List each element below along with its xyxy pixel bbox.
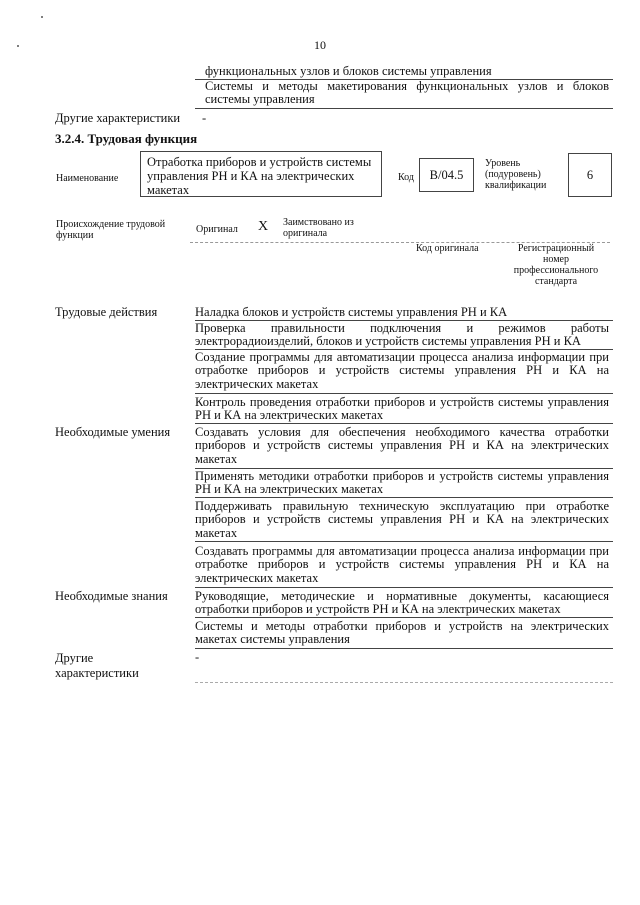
list-item: Создавать условия для обеспечения необходимого качества отработки приборов и устройств системы управления РН и КА на электрических макетах bbox=[195, 425, 609, 466]
continuation-line-2: Системы и методы макетирования функциональных узлов и блоков системы управления bbox=[205, 79, 609, 107]
row-divider bbox=[195, 587, 613, 588]
row-divider bbox=[195, 108, 613, 109]
scan-speck bbox=[41, 16, 43, 18]
required-knowledge-label: Необходимые знания bbox=[55, 589, 168, 603]
continuation-line-1: функциональных узлов и блоков системы управления bbox=[205, 64, 492, 78]
list-item: Поддерживать правильную техническую эксплуатацию при отработке приборов и устройств системы управления РН и КА на электрических макетах bbox=[195, 499, 609, 540]
name-label: Наименование bbox=[56, 173, 119, 184]
list-item: Контроль проведения отработки приборов и устройств системы управления РН и КА на электрических макетах bbox=[195, 395, 609, 423]
required-skills-label: Необходимые умения bbox=[55, 425, 171, 439]
row-divider bbox=[195, 541, 613, 542]
code-original-label: Код оригинала bbox=[416, 243, 479, 254]
list-item: Руководящие, методические и нормативные документы, касающиеся отработки приборов и устройств РН и КА на электрических макетах bbox=[195, 589, 609, 617]
row-divider bbox=[195, 423, 613, 424]
level-value: 6 bbox=[586, 168, 594, 182]
original-mark: X bbox=[258, 219, 269, 234]
other-characteristics-label-2: Другие характеристики bbox=[55, 651, 139, 680]
origin-label: Происхождение трудовой функции bbox=[56, 219, 166, 241]
row-divider bbox=[195, 497, 613, 498]
level-label: Уровень (подуровень) квалификации bbox=[485, 158, 547, 191]
code-label: Код bbox=[398, 172, 414, 183]
borrowed-label: Заимствовано из оригинала bbox=[283, 217, 354, 239]
other-characteristics-label: Другие характеристики bbox=[55, 111, 181, 125]
row-divider bbox=[195, 682, 613, 683]
list-item: Системы и методы отработки приборов и устройств на электрических макетах системы управления bbox=[195, 619, 609, 647]
section-title: 3.2.4. Трудовая функция bbox=[55, 131, 198, 146]
code-value: B/04.5 bbox=[429, 168, 464, 182]
row-divider bbox=[195, 393, 613, 394]
row-divider bbox=[195, 648, 613, 649]
reg-number-label: Регистрационный номер профессионального стандарта bbox=[513, 243, 599, 287]
list-item: Проверка правильности подключения и режимов работы электрорадиоизделий, блоков и устройств системы управления РН и КА bbox=[195, 321, 609, 349]
list-item: Создавать программы для автоматизации процесса анализа информации при отработке приборов и устройств системы управления РН и КА на электрических макетах bbox=[195, 544, 609, 585]
labor-actions-label: Трудовые действия bbox=[55, 305, 158, 319]
list-item: Создание программы для автоматизации процесса анализа информации при отработке приборов и устройств системы управления РН и КА на электрических макетах bbox=[195, 350, 609, 391]
row-divider bbox=[195, 617, 613, 618]
list-item: Наладка блоков и устройств системы управления РН и КА bbox=[195, 305, 508, 319]
other-characteristics-value-2: - bbox=[195, 650, 200, 664]
function-name: Отработка приборов и устройств системы управления РН и КА на электрических макетах bbox=[147, 155, 372, 197]
original-label: Оригинал bbox=[196, 224, 238, 235]
other-characteristics-value: - bbox=[202, 111, 207, 125]
page-number: 10 bbox=[314, 38, 326, 52]
list-item: Применять методики отработки приборов и устройств системы управления РН и КА на электрических макетах bbox=[195, 469, 609, 497]
